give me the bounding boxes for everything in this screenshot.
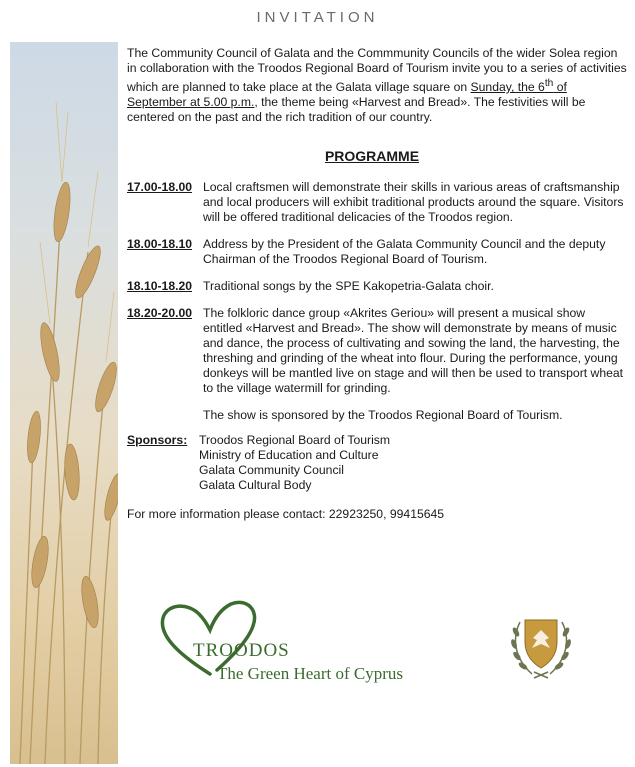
programme-item <box>127 237 627 267</box>
programme-description: The folkloric dance group «Akrites Geriou» will present a musical show entitled «Harvest and Bread». The show will demonstrate by means of music and dance, the process of cultivating and sowing the land, the harvesting, the threshing and grinding of the wheat into flour. During the performance, young donkeys will be mantled live on stage and will then be used to transport wheat to the village watermill for grinding. <box>203 306 624 396</box>
wheat-stalks-icon <box>10 42 118 764</box>
programme-time: 18.00-18.10 <box>127 237 193 252</box>
programme-item <box>127 180 627 225</box>
sponsor-item: Galata Cultural Body <box>199 478 312 493</box>
event-date-rest: of September at 5.00 p.m. <box>127 80 567 110</box>
logo-tagline: The Green Heart of Cyprus <box>217 664 403 683</box>
invitation-body <box>127 46 627 522</box>
intro-paragraph <box>127 46 627 125</box>
programme-description: Local craftsmen will demonstrate their skills in various areas of craftsmanship and local producers will exhibit traditional products around the square. Visitors will be offered traditional delicacies of the Troodos region. <box>203 180 624 225</box>
intro-text: The Community Council of Galata and the Commmunity Councils of the wider Solea region in collaboration with the Troodos Regional Board of Tourism invite you to a series of activities which are planned to take place at the Galata village square on <box>127 46 627 95</box>
programme-time: 17.00-18.00 <box>127 180 193 195</box>
programme-title: PROGRAMME <box>324 148 420 165</box>
sponsor-item: Ministry of Education and Culture <box>199 448 379 463</box>
programme-description: Address by the President of the Galata Community Council and the deputy Chairman of the Troodos Regional Board of Tourism. <box>203 237 606 267</box>
contact-info: For more information please contact: 22923250, 99415645 <box>127 507 445 522</box>
programme-item <box>127 279 627 294</box>
troodos-logo <box>155 600 405 690</box>
sponsor-item: Galata Community Council <box>199 463 344 478</box>
cyprus-coat-of-arms-icon <box>508 612 574 682</box>
programme-time: 18.20-20.00 <box>127 306 193 321</box>
logo-name: TROODOS <box>193 640 290 661</box>
sponsors-label: Sponsors: <box>127 433 188 448</box>
programme-time: 18.10-18.20 <box>127 279 193 294</box>
wheat-field-image <box>10 42 118 764</box>
page-title: INVITATION <box>256 9 379 26</box>
programme-description: Traditional songs by the SPE Kakopetria-Galata choir. <box>203 279 494 294</box>
event-date-suffix: th <box>544 78 554 89</box>
event-date-text: Sunday, the 6 <box>470 80 545 95</box>
sponsors-section <box>127 433 627 493</box>
sponsor-item: Troodos Regional Board of Tourism <box>199 433 391 448</box>
intro-text-end: , the theme being «Harvest and Bread». The festivities will be centered on the past and the rich tradition of our country. <box>127 95 586 125</box>
sponsored-note: The show is sponsored by the Troodos Regional Board of Tourism. <box>203 408 563 423</box>
spacer <box>127 423 627 429</box>
programme-item <box>127 306 627 396</box>
sponsors-list <box>199 433 390 493</box>
